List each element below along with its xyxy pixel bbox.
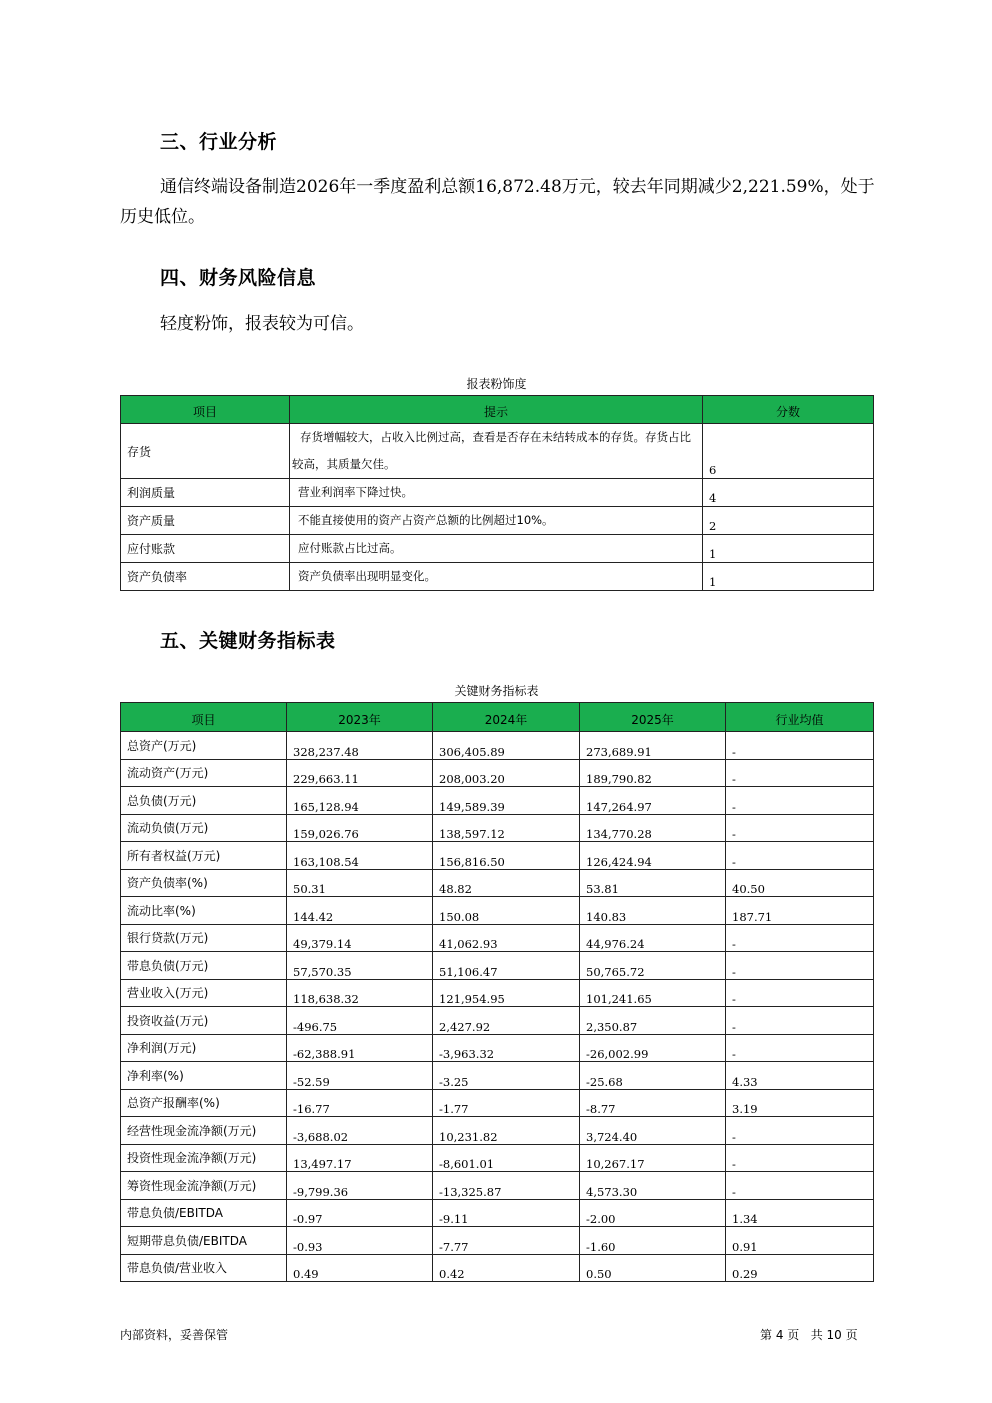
table-row	[121, 924, 874, 952]
value-2024: -13,325.87	[433, 1172, 580, 1200]
value-2024: 2,427.92	[433, 1007, 580, 1035]
risk-hint: 存货增幅较大，占收入比例过高，查看是否存在未结转成本的存货。存货占比较高，其质量欠佳。	[290, 424, 703, 479]
value-2023: -3,688.02	[287, 1117, 433, 1145]
value-2025: -1.60	[580, 1227, 726, 1255]
header-2025: 2025年	[580, 703, 726, 732]
value-2023: 50.31	[287, 869, 433, 897]
table-row	[121, 1144, 874, 1172]
value-2025: 189,790.82	[580, 759, 726, 787]
value-2024: -1.77	[433, 1089, 580, 1117]
table-row	[121, 842, 874, 870]
table-row	[121, 787, 874, 815]
indicator-name: 资产负债率(%)	[121, 869, 287, 897]
header-2023: 2023年	[287, 703, 433, 732]
value-2024: 149,589.39	[433, 787, 580, 815]
value-2024: 0.42	[433, 1254, 580, 1282]
table-row	[121, 814, 874, 842]
value-2024: 150.08	[433, 897, 580, 925]
value-2023: -496.75	[287, 1007, 433, 1035]
table-row	[121, 1034, 874, 1062]
industry-average: -	[726, 1172, 874, 1200]
industry-average: -	[726, 1007, 874, 1035]
value-2025: 4,573.30	[580, 1172, 726, 1200]
value-2024: 121,954.95	[433, 979, 580, 1007]
table-row	[121, 869, 874, 897]
value-2023: 163,108.54	[287, 842, 433, 870]
table-row	[121, 732, 874, 760]
value-2024: 51,106.47	[433, 952, 580, 980]
section-5-title: 五、关键财务指标表	[160, 630, 336, 652]
industry-average: 40.50	[726, 869, 874, 897]
value-2024: -3,963.32	[433, 1034, 580, 1062]
value-2025: -2.00	[580, 1199, 726, 1227]
value-2023: 159,026.76	[287, 814, 433, 842]
value-2024: -7.77	[433, 1227, 580, 1255]
value-2024: -3.25	[433, 1062, 580, 1090]
industry-average: 0.29	[726, 1254, 874, 1282]
value-2023: -0.97	[287, 1199, 433, 1227]
table-row	[121, 424, 874, 479]
risk-item: 存货	[121, 424, 290, 479]
header-2024: 2024年	[433, 703, 580, 732]
table-row	[121, 1254, 874, 1282]
risk-item: 利润质量	[121, 479, 290, 507]
indicator-name: 总资产(万元)	[121, 732, 287, 760]
table-row	[121, 952, 874, 980]
indicator-name: 所有者权益(万元)	[121, 842, 287, 870]
indicator-name: 筹资性现金流净额(万元)	[121, 1172, 287, 1200]
industry-average: -	[726, 1117, 874, 1145]
value-2023: 144.42	[287, 897, 433, 925]
industry-average: -	[726, 787, 874, 815]
indicator-name: 经营性现金流净额(万元)	[121, 1117, 287, 1145]
value-2024: 48.82	[433, 869, 580, 897]
risk-score: 2	[703, 507, 874, 535]
table-row	[121, 897, 874, 925]
value-2025: 0.50	[580, 1254, 726, 1282]
value-2025: 273,689.91	[580, 732, 726, 760]
risk-score: 1	[703, 563, 874, 591]
value-2025: 126,424.94	[580, 842, 726, 870]
risk-hint: 营业利润率下降过快。	[290, 479, 703, 507]
table-row	[121, 479, 874, 507]
value-2023: 57,570.35	[287, 952, 433, 980]
value-2025: 147,264.97	[580, 787, 726, 815]
section-3-title: 三、行业分析	[160, 131, 278, 153]
table-row	[121, 1117, 874, 1145]
value-2025: 140.83	[580, 897, 726, 925]
value-2025: 44,976.24	[580, 924, 726, 952]
indicator-name: 投资收益(万元)	[121, 1007, 287, 1035]
value-2024: -9.11	[433, 1199, 580, 1227]
section-4-text: 轻度粉饰，报表较为可信。	[160, 314, 364, 334]
industry-average: 0.91	[726, 1227, 874, 1255]
table-row	[121, 535, 874, 563]
table-row	[121, 1089, 874, 1117]
indicator-name: 带息负债/EBITDA	[121, 1199, 287, 1227]
value-2025: -26,002.99	[580, 1034, 726, 1062]
header-item: 项目	[121, 703, 287, 732]
risk-item: 资产负债率	[121, 563, 290, 591]
value-2023: -62,388.91	[287, 1034, 433, 1062]
industry-average: 187.71	[726, 897, 874, 925]
indicator-name: 净利率(%)	[121, 1062, 287, 1090]
value-2025: -25.68	[580, 1062, 726, 1090]
value-2023: -16.77	[287, 1089, 433, 1117]
value-2024: -8,601.01	[433, 1144, 580, 1172]
financial-indicators-table	[120, 702, 874, 1282]
indicator-name: 投资性现金流净额(万元)	[121, 1144, 287, 1172]
industry-average: -	[726, 1034, 874, 1062]
value-2025: 3,724.40	[580, 1117, 726, 1145]
risk-table-caption: 报表粉饰度	[466, 377, 527, 391]
table-row	[121, 979, 874, 1007]
risk-hint: 资产负债率出现明显变化。	[290, 563, 703, 591]
risk-score: 4	[703, 479, 874, 507]
value-2023: 165,128.94	[287, 787, 433, 815]
footer-left: 内部资料，妥善保管	[120, 1328, 229, 1342]
value-2024: 208,003.20	[433, 759, 580, 787]
indicator-name: 净利润(万元)	[121, 1034, 287, 1062]
value-2023: 13,497.17	[287, 1144, 433, 1172]
industry-average: -	[726, 759, 874, 787]
fin-table-header-row	[121, 703, 874, 732]
risk-score: 6	[703, 424, 874, 479]
industry-average: -	[726, 924, 874, 952]
value-2024: 41,062.93	[433, 924, 580, 952]
table-row	[121, 759, 874, 787]
value-2023: 0.49	[287, 1254, 433, 1282]
value-2023: -52.59	[287, 1062, 433, 1090]
table-row	[121, 1172, 874, 1200]
footer-page-number: 第 4 页 共 10 页	[760, 1328, 858, 1342]
section-4-title: 四、财务风险信息	[160, 267, 317, 289]
table-row	[121, 1199, 874, 1227]
indicator-name: 短期带息负债/EBITDA	[121, 1227, 287, 1255]
value-2025: -8.77	[580, 1089, 726, 1117]
industry-average: -	[726, 952, 874, 980]
value-2023: 328,237.48	[287, 732, 433, 760]
header-score: 分数	[703, 396, 874, 424]
indicator-name: 银行贷款(万元)	[121, 924, 287, 952]
value-2023: -0.93	[287, 1227, 433, 1255]
value-2024: 10,231.82	[433, 1117, 580, 1145]
value-2023: -9,799.36	[287, 1172, 433, 1200]
fin-table-caption: 关键财务指标表	[454, 684, 539, 698]
risk-table-header-row	[121, 396, 874, 424]
risk-hint: 应付账款占比过高。	[290, 535, 703, 563]
risk-hint: 不能直接使用的资产占资产总额的比例超过10%。	[290, 507, 703, 535]
value-2025: 2,350.87	[580, 1007, 726, 1035]
industry-average: 1.34	[726, 1199, 874, 1227]
industry-average: -	[726, 979, 874, 1007]
indicator-name: 总资产报酬率(%)	[121, 1089, 287, 1117]
table-row	[121, 507, 874, 535]
table-row	[121, 1007, 874, 1035]
table-row	[121, 563, 874, 591]
header-industry-avg: 行业均值	[726, 703, 874, 732]
industry-average: 3.19	[726, 1089, 874, 1117]
value-2025: 50,765.72	[580, 952, 726, 980]
value-2025: 10,267.17	[580, 1144, 726, 1172]
risk-item: 应付账款	[121, 535, 290, 563]
risk-item: 资产质量	[121, 507, 290, 535]
indicator-name: 流动资产(万元)	[121, 759, 287, 787]
industry-average: -	[726, 1144, 874, 1172]
value-2025: 101,241.65	[580, 979, 726, 1007]
value-2025: 53.81	[580, 869, 726, 897]
section-3-text: 通信终端设备制造2026年一季度盈利总额16,872.48万元，较去年同期减少2,221.59%，处于历史低位。	[120, 177, 875, 227]
indicator-name: 流动比率(%)	[121, 897, 287, 925]
table-row	[121, 1227, 874, 1255]
header-hint: 提示	[290, 396, 703, 424]
industry-average: -	[726, 842, 874, 870]
indicator-name: 总负债(万元)	[121, 787, 287, 815]
value-2023: 229,663.11	[287, 759, 433, 787]
indicator-name: 流动负债(万元)	[121, 814, 287, 842]
risk-table	[120, 395, 874, 591]
indicator-name: 营业收入(万元)	[121, 979, 287, 1007]
table-row	[121, 1062, 874, 1090]
value-2024: 138,597.12	[433, 814, 580, 842]
value-2025: 134,770.28	[580, 814, 726, 842]
indicator-name: 带息负债/营业收入	[121, 1254, 287, 1282]
risk-score: 1	[703, 535, 874, 563]
value-2024: 306,405.89	[433, 732, 580, 760]
industry-average: -	[726, 814, 874, 842]
industry-average: -	[726, 732, 874, 760]
value-2023: 118,638.32	[287, 979, 433, 1007]
value-2023: 49,379.14	[287, 924, 433, 952]
header-item: 项目	[121, 396, 290, 424]
value-2024: 156,816.50	[433, 842, 580, 870]
industry-average: 4.33	[726, 1062, 874, 1090]
indicator-name: 带息负债(万元)	[121, 952, 287, 980]
